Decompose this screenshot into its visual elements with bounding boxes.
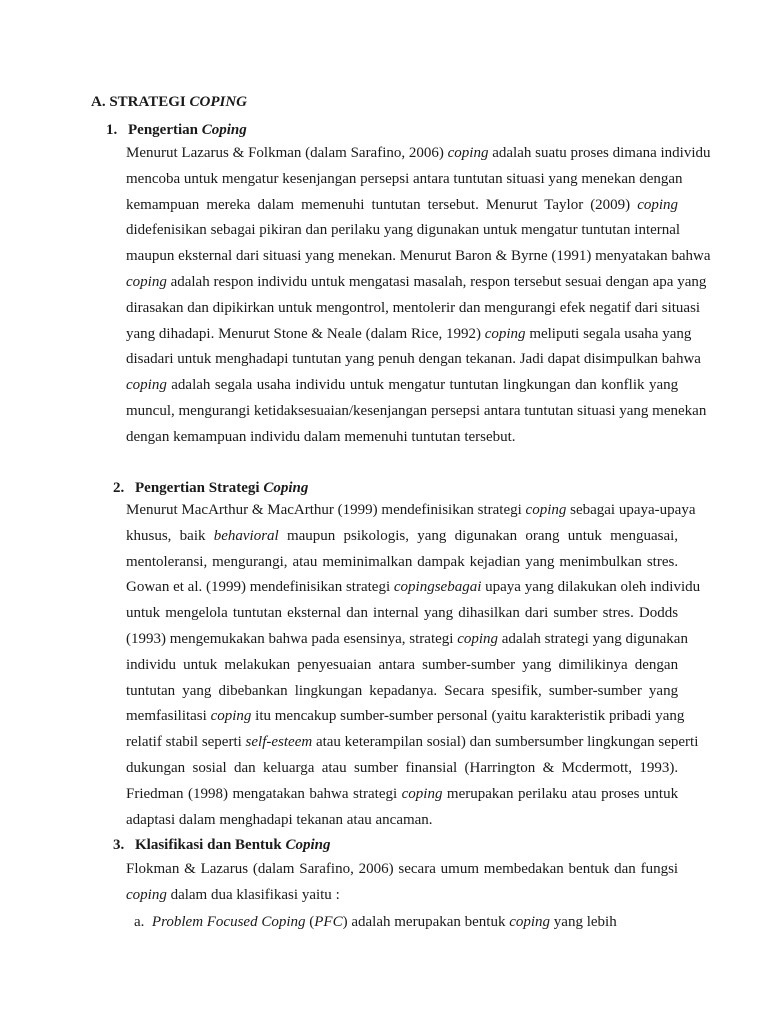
paragraph-2: [126, 498, 701, 833]
subheading-number: 1.: [106, 122, 118, 138]
list-italic-pfc: PFC: [314, 914, 343, 930]
section-heading-italic: COPING: [189, 94, 248, 110]
paragraph-line: disadari untuk menghadapi tuntutan yang penuh dengan tekanan. Jadi dapat disimpulkan bahwa: [126, 351, 701, 368]
paragraph-line: Gowan et al. (1999) mendefinisikan strategi copingsebagai upaya yang dilakukan oleh individu: [126, 579, 701, 596]
paragraph-line: dukungan sosial dan keluarga atau sumber finansial (Harrington & Mcdermott, 1993).: [126, 759, 679, 776]
list-text: yang lebih: [550, 914, 617, 930]
paragraph-line: dirasakan dan dipikirkan untuk mengontrol, mentolerir dan mengurangi efek negatif dari situasi: [126, 299, 701, 316]
paragraph-line: khusus, baik behavioral maupun psikologis, yang digunakan orang untuk menguasai,: [126, 527, 679, 544]
paragraph-line: dengan kemampuan individu dalam memenuhi tuntutan tersebut.: [126, 428, 516, 445]
paragraph-line: Menurut MacArthur & MacArthur (1999) mendefinisikan strategi coping sebagai upaya-upaya: [126, 502, 696, 518]
list-text: ) adalah merupakan bentuk: [342, 914, 510, 930]
subheading-italic: Coping: [201, 122, 247, 138]
section-heading: [91, 92, 247, 112]
paragraph-line: memfasilitasi coping itu mencakup sumber-sumber personal (yaitu karakteristik pribadi yang: [126, 708, 685, 725]
paragraph-line: muncul, mengurangi ketidaksesuaian/kesenjangan persepsi antara tuntutan situasi yang menekan: [126, 402, 707, 419]
subheading-number: 3.: [113, 837, 125, 853]
paragraph-line: Menurut Lazarus & Folkman (dalam Sarafino, 2006) coping adalah suatu proses dimana individu: [126, 145, 711, 161]
subheading-prefix: Pengertian Strategi: [135, 480, 264, 496]
paragraph-line: didefenisikan sebagai pikiran dan perilaku yang digunakan untuk mengatur tuntutan internal: [126, 222, 681, 239]
subheading-number: 2.: [113, 480, 125, 496]
paragraph-line: adaptasi dalam menghadapi tekanan atau ancaman.: [126, 811, 433, 828]
paragraph-line: yang dihadapi. Menurut Stone & Neale (dalam Rice, 1992) coping meliputi segala usaha yang: [126, 325, 692, 342]
paragraph-line: Friedman (1998) mengatakan bahwa strategi coping merupakan perilaku atau proses untuk: [126, 785, 679, 802]
subheading-2: [113, 478, 308, 498]
subheading-prefix: Pengertian: [128, 122, 202, 138]
subheading-italic: Coping: [285, 837, 331, 853]
paragraph-line: Flokman & Lazarus (dalam Sarafino, 2006) secara umum membedakan bentuk dan fungsi: [126, 861, 679, 877]
paragraph-1: [126, 141, 711, 451]
subheading-italic: Coping: [263, 480, 309, 496]
list-text: (: [305, 914, 315, 930]
subheading-3: [113, 835, 330, 855]
paragraph-line: mentoleransi, mengurangi, atau meminimalkan dampak kejadian yang menimbulkan stres.: [126, 553, 679, 570]
paragraph-line: (1993) mengemukakan bahwa pada esensinya, strategi coping adalah strategi yang digunakan: [126, 630, 688, 647]
list-item-a: [134, 912, 617, 932]
paragraph-line: coping dalam dua klasifikasi yaitu :: [126, 886, 340, 903]
paragraph-line: mencoba untuk mengatur kesenjangan persepsi antara tuntutan situasi yang menekan dengan: [126, 170, 683, 187]
section-heading-prefix: A. STRATEGI: [91, 94, 190, 110]
paragraph-line: maupun eksternal dari situasi yang menekan. Menurut Baron & Byrne (1991) menyatakan bahwa: [126, 248, 711, 265]
paragraph-line: tuntutan yang dibebankan lingkungan kepadanya. Secara spesifik, sumber-sumber yang: [126, 682, 679, 699]
list-marker: a.: [134, 914, 145, 930]
list-italic-pfc-full: Problem Focused Coping: [151, 914, 306, 930]
subheading-1: [106, 120, 247, 140]
subheading-prefix: Klasifikasi dan Bentuk: [135, 837, 286, 853]
paragraph-line: coping adalah segala usaha individu untuk mengatur tuntutan lingkungan dan konflik yang: [126, 377, 679, 394]
paragraph-3: [126, 857, 678, 909]
list-italic-coping: coping: [509, 914, 551, 930]
paragraph-line: relatif stabil seperti self-esteem atau keterampilan sosial) dan sumbersumber lingkungan seperti: [126, 734, 699, 751]
paragraph-line: coping adalah respon individu untuk mengatasi masalah, respon tersebut sesuai dengan apa yang: [126, 273, 707, 290]
paragraph-line: untuk mengelola tuntutan eksternal dan internal yang dihasilkan dari sumber stres. Dodds: [126, 605, 679, 622]
paragraph-line: kemampuan mereka dalam memenuhi tuntutan tersebut. Menurut Taylor (2009) coping: [126, 196, 679, 213]
paragraph-line: individu untuk melakukan penyesuaian antara sumber-sumber yang dimilikinya dengan: [126, 656, 679, 673]
